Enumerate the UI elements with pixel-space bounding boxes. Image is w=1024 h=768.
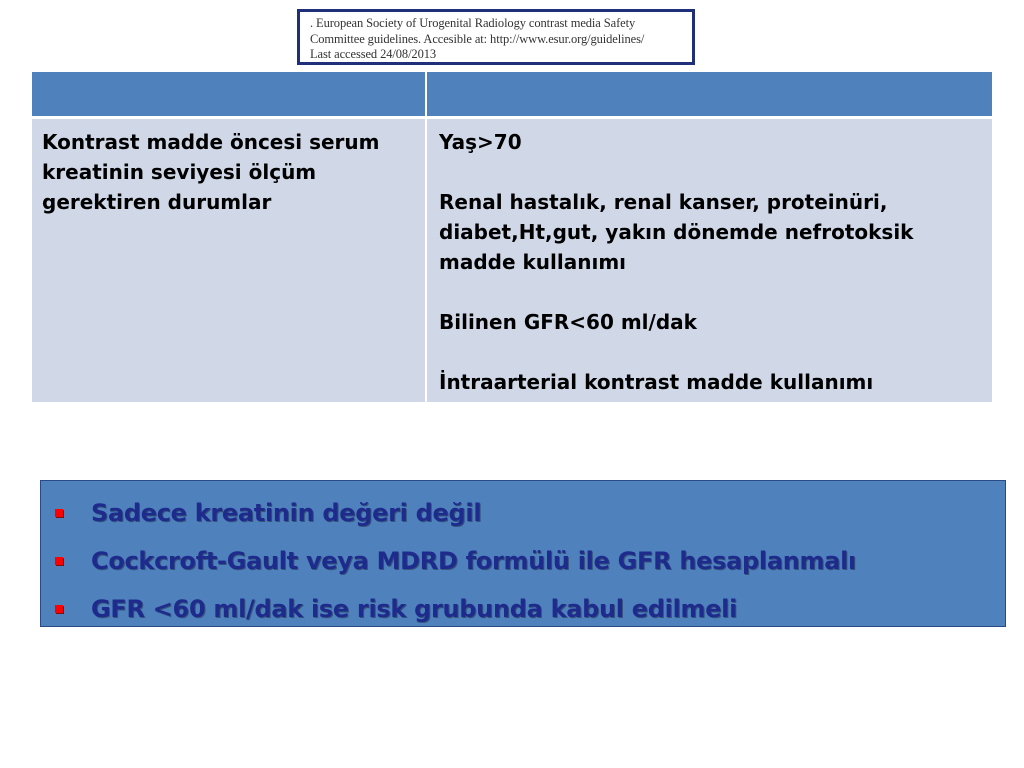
square-bullet-icon [55, 557, 63, 565]
bullet-text-1: Sadece kreatinin değeri değil [91, 499, 482, 527]
criteria-table [32, 72, 992, 402]
citation-line-2 [310, 32, 688, 48]
square-bullet-icon [55, 509, 63, 517]
table-row [32, 117, 992, 402]
table-cell-criteria [426, 117, 992, 402]
square-bullet-icon [55, 605, 63, 613]
list-item [53, 585, 1005, 633]
bullet-text-3: GFR <60 ml/dak ise risk grubunda kabul edilmeli [91, 595, 738, 623]
criteria-intraarterial: İntraarterial kontrast madde kullanımı [439, 369, 874, 394]
list-item [53, 537, 1005, 585]
citation-line-3: Last accessed 24/08/2013 [310, 47, 437, 61]
criteria-renal: Renal hastalık, renal kanser, proteinüri, diabet,Ht,gut, yakın dönemde nefrotoksik madde kullanımı [439, 189, 914, 274]
table-header-cell-2 [426, 72, 992, 117]
criteria-age: Yaş>70 [439, 129, 522, 154]
citation-url[interactable]: http://www.esur.org/guidelines/ [490, 31, 645, 46]
bullet-box [40, 480, 1006, 627]
list-item [53, 489, 1005, 537]
bullet-text-2: Cockcroft-Gault veya MDRD formülü ile GFR hesaplanmalı [91, 547, 856, 575]
table-cell-condition [32, 117, 426, 402]
citation-line-2-text: Committee guidelines. Accesible at: [310, 31, 491, 46]
table-header-cell-1 [32, 72, 426, 117]
citation-box [297, 9, 695, 65]
criteria-gfr: Bilinen GFR<60 ml/dak [439, 309, 697, 334]
table-header-row [32, 72, 992, 117]
citation-line-1: . European Society of Urogenital Radiology contrast media Safety [310, 16, 636, 30]
condition-text: Kontrast madde öncesi serum kreatinin seviyesi ölçüm gerektiren durumlar [42, 129, 380, 214]
